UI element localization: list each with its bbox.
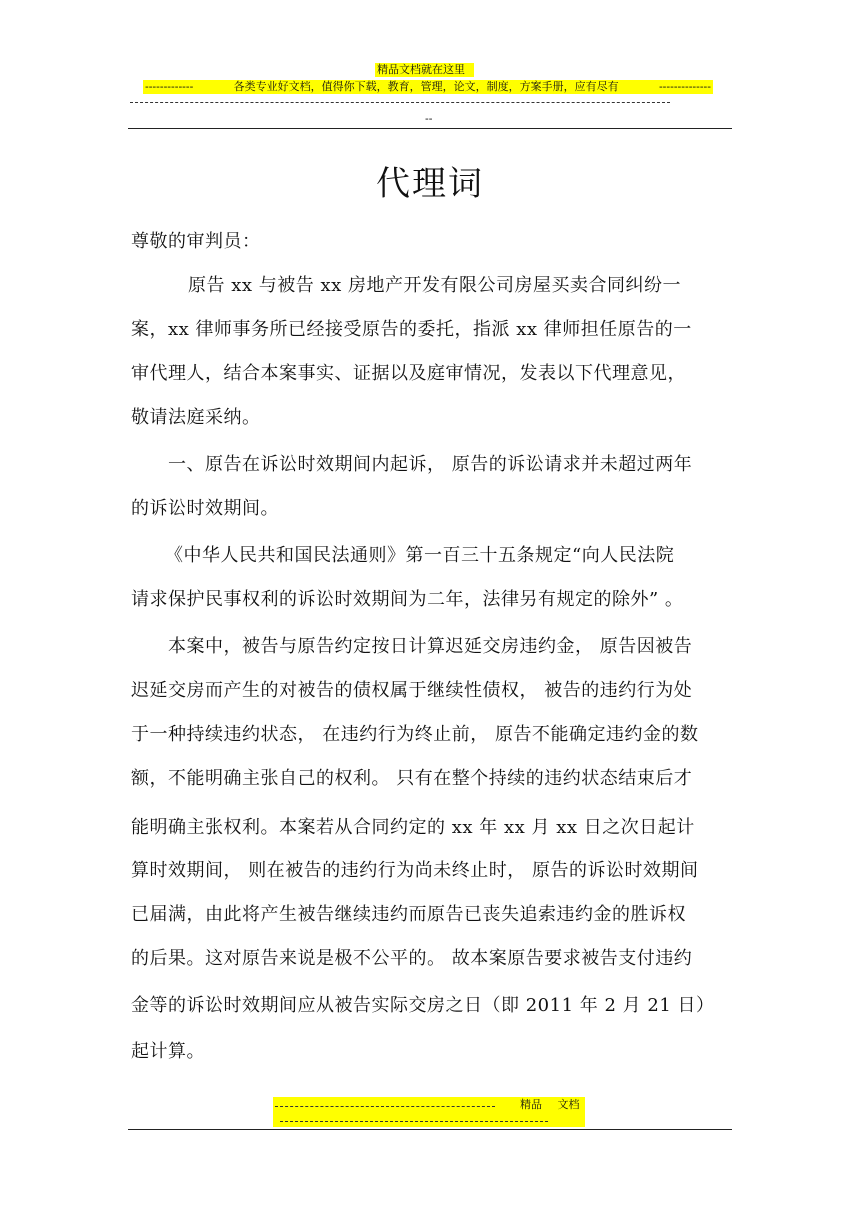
footer-rule <box>128 1129 732 1130</box>
body-line: 请求保护民事权利的诉讼时效期间为二年，法律另有规定的除外” 。 <box>131 589 684 610</box>
section-heading-line: 的诉讼时效期间。 <box>131 498 279 519</box>
footer-dashed-line <box>280 1121 548 1122</box>
footer-label: 精品 文档 <box>520 1098 580 1111</box>
body-line: 算时效期间， 则在被告的违约行为尚未终止时， 原告的诉讼时效期间 <box>131 860 699 881</box>
salutation: 尊敬的审判员： <box>131 231 261 252</box>
body-line: 于一种持续违约状态， 在违约行为终止前， 原告不能确定违约金的数 <box>131 724 699 745</box>
body-line: 迟延交房而产生的对被告的债权属于继续性债权， 被告的违约行为处 <box>131 680 693 701</box>
body-line: 本案中，被告与原告约定按日计算迟延交房违约金， 原告因被告 <box>168 636 693 657</box>
header-banner-subtitle <box>143 80 713 94</box>
header-banner-text: 各类专业好文档，值得你下载，教育，管理，论文，制度，方案手册，应有尽有 <box>233 80 619 93</box>
body-line: 案，xx 律师事务所已经接受原告的委托，指派 xx 律师担任原告的一 <box>131 319 692 340</box>
header-banner-title: 精品文档就在这里 <box>375 63 474 77</box>
header-rule <box>128 128 732 129</box>
header-dash-tail: -- <box>425 112 433 125</box>
body-line: 能明确主张权利。本案若从合同约定的 xx 年 xx 月 xx 日之次日起计 <box>131 817 695 838</box>
body-line: 已届满，由此将产生被告继续违约而原告已丧失追索违约金的胜诉权 <box>131 904 686 925</box>
body-line: 原告 xx 与被告 xx 房地产开发有限公司房屋买卖合同纠纷一 <box>188 275 681 296</box>
body-line: 敬请法庭采纳。 <box>131 407 261 428</box>
body-line: 审代理人，结合本案事实、证据以及庭审情况，发表以下代理意见， <box>131 363 686 384</box>
header-dash-right: -------------- <box>658 80 711 93</box>
header-dash-left: ------------- <box>145 80 194 93</box>
header-dashed-line <box>130 102 670 103</box>
body-line: 额，不能明确主张自己的权利。 只有在整个持续的违约状态结束后才 <box>131 768 693 789</box>
body-line: 《中华人民共和国民法通则》第一百三十五条规定“向人民法院 <box>165 545 675 566</box>
section-heading-line: 一、原告在诉讼时效期间内起诉， 原告的诉讼请求并未超过两年 <box>168 454 693 475</box>
footer-dashed-line <box>275 1106 495 1107</box>
body-line: 金等的诉讼时效期间应从被告实际交房之日（即 2011 年 2 月 21 日） <box>131 995 715 1016</box>
body-line: 起计算。 <box>131 1041 205 1062</box>
document-title: 代理词 <box>376 164 484 204</box>
body-line: 的后果。这对原告来说是极不公平的。 故本案原告要求被告支付违约 <box>131 948 693 969</box>
